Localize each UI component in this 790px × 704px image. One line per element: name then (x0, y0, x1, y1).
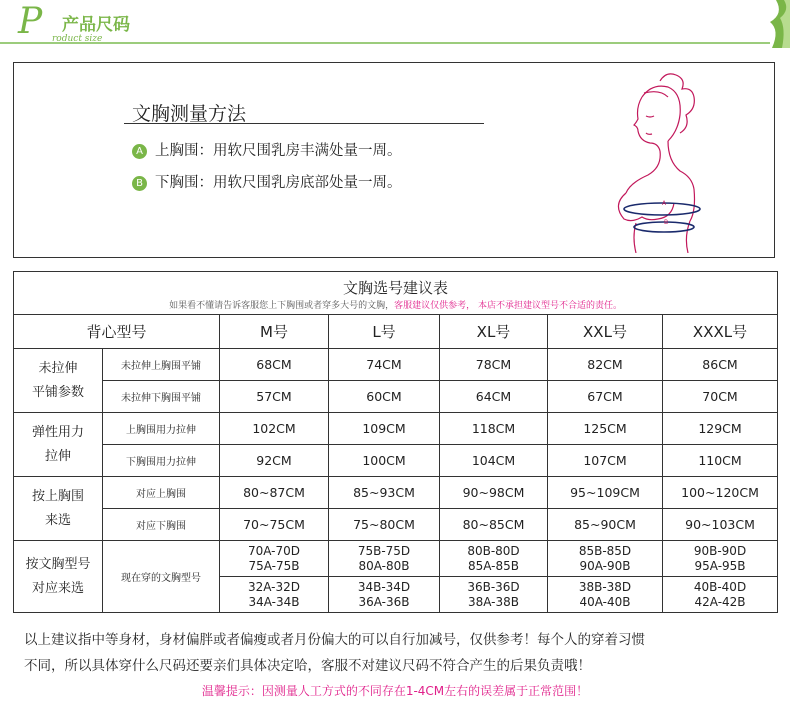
row-label: 下胸围用力拉伸 (103, 445, 220, 477)
group-label-line: 平铺参数 (31, 384, 84, 400)
table-cell: 85~93CM (329, 477, 440, 509)
table-cell (329, 577, 440, 613)
group-label (14, 477, 103, 541)
header-size: L号 (329, 315, 440, 349)
corner-decoration (750, 0, 790, 48)
table-cell (548, 577, 663, 613)
header-size: XL号 (440, 315, 548, 349)
row-label: 对应上胸围 (103, 477, 220, 509)
cup-line: 85B-85D (578, 543, 632, 558)
cup-line: 40A-40B (579, 594, 631, 609)
cup-line: 85A-85B (467, 558, 520, 573)
measure-item-a-text: 上胸围：用软尺围乳房丰满处量一周。 (155, 143, 402, 159)
table-row (14, 381, 778, 413)
cup-line: 95A-95B (694, 558, 746, 573)
table-cell (663, 541, 778, 577)
cup-line: 36B-36D (467, 579, 520, 594)
table-cell: 75~80CM (329, 509, 440, 541)
table-row (14, 477, 778, 509)
group-label-line: 按上胸围 (31, 488, 84, 504)
cup-line: 38B-38D (578, 579, 632, 594)
table-cell: 78CM (440, 349, 548, 381)
table-cell: 129CM (663, 413, 778, 445)
table-cell: 100CM (329, 445, 440, 477)
group-label-line: 来选 (44, 512, 71, 528)
table-row (14, 413, 778, 445)
group-label-line: 按文胸型号 (25, 556, 91, 572)
table-cell (220, 541, 329, 577)
measure-title: 文胸测量方法 (132, 103, 247, 125)
table-cell: 100~120CM (663, 477, 778, 509)
cup-line: 38A-38B (467, 594, 520, 609)
table-cell: 95~109CM (548, 477, 663, 509)
group-label-line: 对应来选 (31, 580, 84, 596)
measure-item-b-text: 下胸围：用软尺围乳房底部处量一周。 (155, 175, 402, 191)
measure-item-a (132, 139, 402, 160)
section-title: 产品尺码 (62, 15, 130, 35)
table-cell: 92CM (220, 445, 329, 477)
row-label: 现在穿的文胸型号 (103, 541, 220, 613)
table-cell (329, 541, 440, 577)
footer-note-line1: 以上建议指中等身材，身材偏胖或者偏瘦或者月份偏大的可以自行加减号，仅供参考！每个人的穿着习惯 (24, 632, 645, 648)
table-cell: 70CM (663, 381, 778, 413)
figure-label-b: B (664, 219, 669, 226)
table-cell: 68CM (220, 349, 329, 381)
table-cell: 82CM (548, 349, 663, 381)
size-table (13, 271, 778, 613)
table-cell: 74CM (329, 349, 440, 381)
row-label: 上胸围用力拉伸 (103, 413, 220, 445)
table-cell (220, 577, 329, 613)
group-label (14, 413, 103, 477)
measure-title-underline (124, 123, 484, 124)
header-size: XXXL号 (663, 315, 778, 349)
header-size: M号 (220, 315, 329, 349)
cup-line: 34B-34D (357, 579, 411, 594)
table-row (14, 509, 778, 541)
table-cell: 85~90CM (548, 509, 663, 541)
measure-item-b (132, 171, 402, 192)
table-cell: 70~75CM (220, 509, 329, 541)
table-cell: 107CM (548, 445, 663, 477)
table-cell: 67CM (548, 381, 663, 413)
footer-note-line2: 不同，所以具体穿什么尺码还要亲们具体决定哈，客服不对建议尺码不符合产生的后果负责哦！ (24, 658, 591, 674)
table-cell (440, 577, 548, 613)
table-cell: 110CM (663, 445, 778, 477)
table-cell: 80~87CM (220, 477, 329, 509)
cup-line: 36A-36B (358, 594, 410, 609)
header-label: 背心型号 (14, 315, 220, 349)
figure-label-a: A (662, 200, 667, 207)
section-subtitle: roduct size (52, 34, 103, 44)
table-header-row (14, 315, 778, 349)
table-row (14, 541, 778, 577)
badge-a-icon: A (132, 144, 147, 159)
table-cell: 57CM (220, 381, 329, 413)
table-cell: 64CM (440, 381, 548, 413)
cup-line: 80A-80B (358, 558, 410, 573)
table-cell: 90~98CM (440, 477, 548, 509)
cup-line: 80B-80D (467, 543, 520, 558)
table-row (14, 445, 778, 477)
table-note-plain: 如果看不懂请告诉客服您上下胸围或者穿多大号的文胸， (169, 301, 395, 311)
table-title: 文胸选号建议表 (14, 272, 778, 299)
row-label: 对应下胸围 (103, 509, 220, 541)
group-label-line: 未拉伸 (38, 360, 78, 376)
table-note-red: 客服建议仅供参考， 本店不承担建议型号不合适的责任。 (394, 301, 622, 311)
badge-b-icon: B (132, 176, 147, 191)
cup-line: 90B-90D (693, 543, 747, 558)
cup-line: 75A-75B (248, 558, 300, 573)
cup-line: 70A-70D (247, 543, 301, 558)
table-cell (663, 577, 778, 613)
brand-logo (18, 1, 130, 44)
table-cell: 125CM (548, 413, 663, 445)
measure-method-panel (13, 62, 775, 258)
cup-line: 40B-40D (693, 579, 747, 594)
table-cell: 102CM (220, 413, 329, 445)
group-label (14, 349, 103, 413)
cup-line: 75B-75D (357, 543, 411, 558)
logo-letter: P (18, 1, 43, 42)
cup-line: 90A-90B (579, 558, 631, 573)
table-cell: 104CM (440, 445, 548, 477)
table-note (14, 298, 778, 315)
table-cell (548, 541, 663, 577)
table-cell: 109CM (329, 413, 440, 445)
table-cell: 90~103CM (663, 509, 778, 541)
size-table-wrap (13, 271, 777, 613)
table-cell: 86CM (663, 349, 778, 381)
footer-warning: 温馨提示：因测量人工方式的不同存在1-4CM左右的误差属于正常范围！ (201, 684, 589, 698)
row-label: 未拉伸下胸围平铺 (103, 381, 220, 413)
table-cell: 60CM (329, 381, 440, 413)
cup-line: 32A-32D (247, 579, 301, 594)
table-cell: 80~85CM (440, 509, 548, 541)
cup-line: 42A-42B (694, 594, 746, 609)
group-label-line: 弹性用力 (31, 424, 84, 440)
group-label-line: 拉伸 (44, 448, 71, 464)
group-label (14, 541, 103, 613)
table-row (14, 349, 778, 381)
body-measurement-figure-icon (602, 71, 712, 253)
row-label: 未拉伸上胸围平铺 (103, 349, 220, 381)
header-size: XXL号 (548, 315, 663, 349)
table-cell: 118CM (440, 413, 548, 445)
cup-line: 34A-34B (248, 594, 300, 609)
table-cell (440, 541, 548, 577)
